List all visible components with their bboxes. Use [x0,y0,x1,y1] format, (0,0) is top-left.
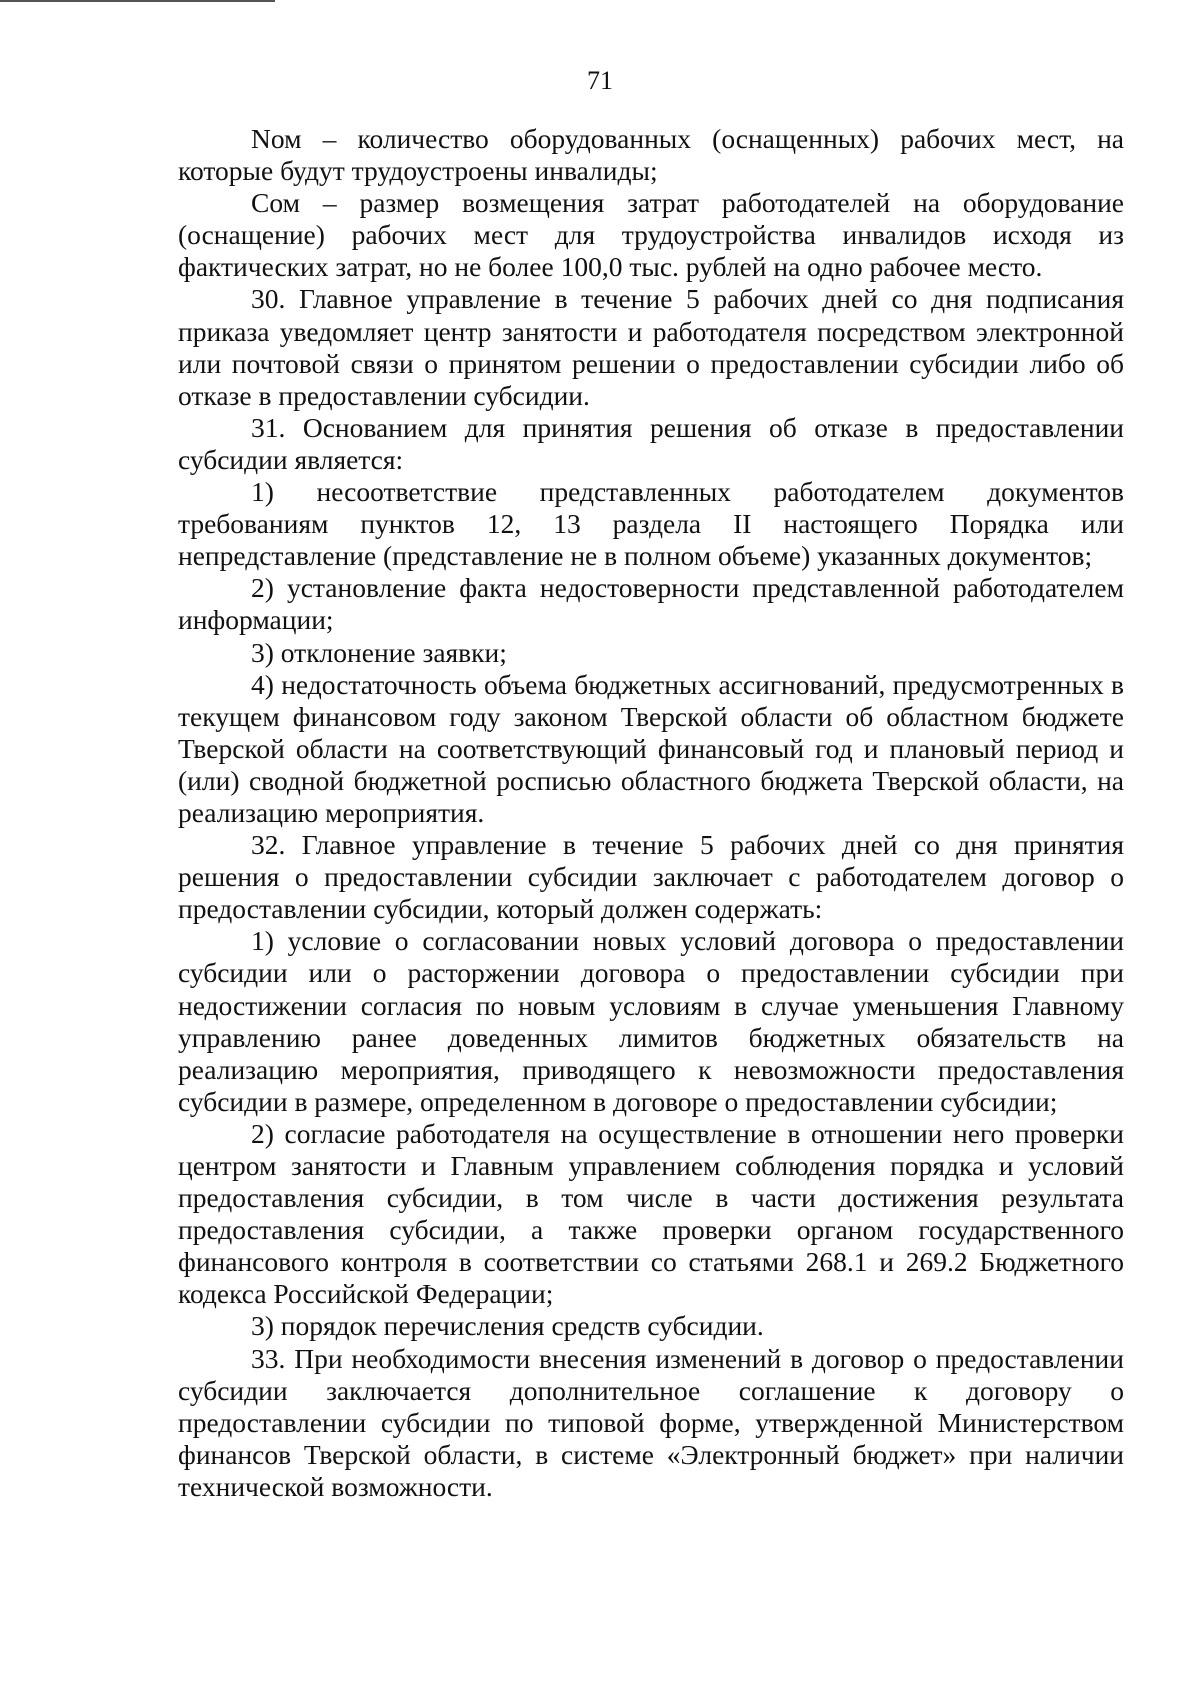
page-number: 71 [587,66,613,95]
paragraph-item-31-1: 1) несоответствие представленных работодателем документов требованиям пунктов 12, 13 раздела II настоящего Порядка или непредставление (представление не в полном объеме) указанных документов; [178,476,1124,572]
paragraph-item-32-2: 2) согласие работодателя на осуществление в отношении него проверки центром занятости и Главным управлением соблюдения порядка и условий предоставления субсидии, в том числе в части достижения результата предоставления субсидии, а также проверки органом государственного финансового контроля в соответствии со статьями 268.1 и 269.2 Бюджетного кодекса Российской Федерации; [178,1117,1124,1310]
paragraph-com-definition: Cом – размер возмещения затрат работодателей на оборудование (оснащение) рабочих мест для трудоустройства инвалидов исходя из фактических затрат, но не более 100,0 тыс. рублей на одно рабочее место. [178,187,1124,283]
paragraph-item-31-2: 2) установление факта недостоверности представленной работодателем информации; [178,572,1124,636]
paragraph-item-33: 33. При необходимости внесения изменений в договор о предоставлении субсидии заключается дополнительное соглашение к договору о предоставлении субсидии по типовой форме, утвержденной Министерством финансов Тверской области, в системе «Электронный бюджет» при наличии технической возможности. [178,1342,1124,1502]
paragraph-item-31: 31. Основанием для принятия решения об отказе в предоставлении субсидии является: [178,411,1124,475]
paragraph-item-32-1: 1) условие о согласовании новых условий договора о предоставлении субсидии или о расторжении договора о предоставлении субсидии при недостижении согласия по новым условиям в случае уменьшения Главному управлению ранее доведенных лимитов бюджетных обязательств на реализацию мероприятия, приводящего к невозможности предоставления субсидии в размере, определенном в договоре о предоставлении субсидии; [178,925,1124,1117]
paragraph-item-32: 32. Главное управление в течение 5 рабочих дней со дня принятия решения о предоставлении субсидии заключает с работодателем договор о предоставлении субсидии, который должен содержать: [178,829,1124,925]
paragraph-item-31-4: 4) недостаточность объема бюджетных ассигнований, предусмотренных в текущем финансовом году законом Тверской области об областном бюджете Тверской области на соответствующий финансовый год и плановый период и (или) сводной бюджетной росписью областного бюджета Тверской области, на реализацию мероприятия. [178,668,1124,828]
paragraph-nom-definition: Nом – количество оборудованных (оснащенных) рабочих мест, на которые будут трудоустроены инвалиды; [178,123,1124,187]
document-body [178,123,1124,1503]
paragraph-item-32-3: 3) порядок перечисления средств субсидии. [251,1310,764,1342]
paragraph-item-30: 30. Главное управление в течение 5 рабочих дней со дня подписания приказа уведомляет центр занятости и работодателя посредством электронной или почтовой связи о принятом решении о предоставлении субсидии либо об отказе в предоставлении субсидии. [178,283,1124,411]
paragraph-item-31-3: 3) отклонение заявки; [251,636,507,668]
